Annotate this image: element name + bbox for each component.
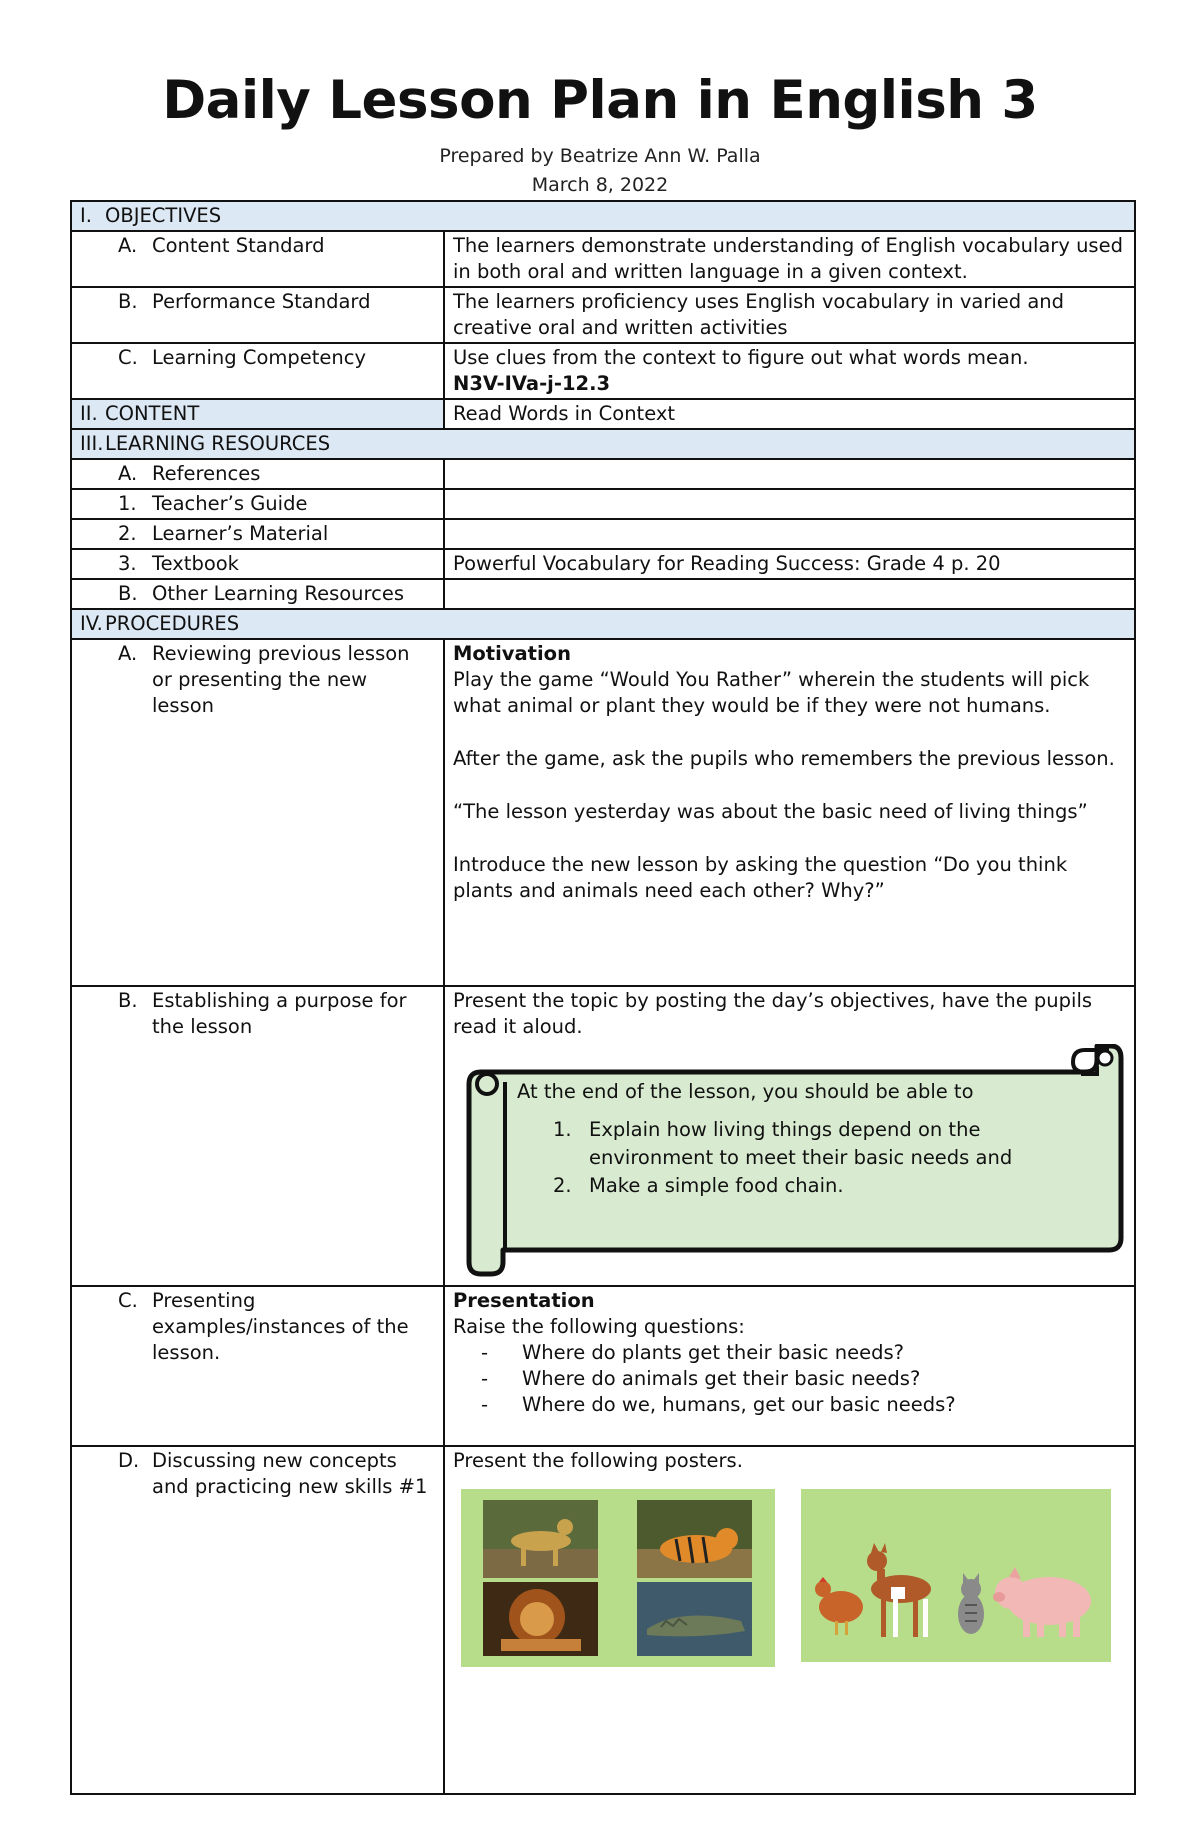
paragraph: Present the topic by posting the day’s objectives, have the pupils read it aloud. bbox=[453, 989, 1093, 1038]
row-value: Use clues from the context to figure out what words mean. bbox=[453, 346, 1029, 369]
row-label: Discussing new concepts and practicing new skills #1 bbox=[152, 1449, 428, 1498]
section-title: PROCEDURES bbox=[105, 612, 240, 635]
section-marker: III. bbox=[80, 432, 104, 455]
row-label: Performance Standard bbox=[152, 290, 371, 313]
paragraph: Raise the following questions: bbox=[453, 1315, 745, 1338]
section-procedures bbox=[71, 609, 1135, 639]
section-objectives bbox=[71, 201, 1135, 231]
lion-photo bbox=[483, 1582, 598, 1656]
list-bullet: - bbox=[481, 1393, 489, 1416]
row-procedure-c bbox=[71, 1286, 1135, 1446]
motivation-heading: Motivation bbox=[453, 642, 571, 665]
content-value: Read Words in Context bbox=[444, 399, 1135, 429]
competency-code: N3V-IVa-j-12.3 bbox=[453, 372, 611, 395]
section-title: LEARNING RESOURCES bbox=[105, 432, 331, 455]
section-marker: I. bbox=[80, 204, 92, 227]
row-marker: 1. bbox=[118, 492, 137, 515]
lesson-plan-table bbox=[70, 200, 1136, 1795]
scroll-intro: At the end of the lesson, you should be able to bbox=[517, 1080, 974, 1103]
row-marker: 2. bbox=[118, 522, 137, 545]
row-label: Reviewing previous lesson or presenting the new lesson bbox=[152, 642, 410, 717]
list-text: Where do animals get their basic needs? bbox=[522, 1367, 921, 1390]
paragraph: After the game, ask the pupils who remembers the previous lesson. bbox=[453, 747, 1115, 770]
presentation-heading: Presentation bbox=[453, 1289, 595, 1312]
row-label: Learner’s Material bbox=[152, 522, 329, 545]
row-marker: D. bbox=[118, 1449, 140, 1472]
list-bullet: - bbox=[481, 1341, 489, 1364]
row-marker: C. bbox=[118, 1289, 138, 1312]
list-bullet: - bbox=[481, 1367, 489, 1390]
section-marker: II. bbox=[80, 402, 98, 425]
list-text: Make a simple food chain. bbox=[589, 1174, 844, 1197]
row-marker: C. bbox=[118, 346, 138, 369]
page-title: Daily Lesson Plan in English 3 bbox=[162, 70, 1038, 131]
row-label: Textbook bbox=[152, 552, 239, 575]
row-value: Powerful Vocabulary for Reading Success: Grade 4 p. 20 bbox=[444, 549, 1135, 579]
row-procedure-b bbox=[71, 986, 1135, 1286]
list-number: 1. bbox=[553, 1118, 572, 1141]
domestic-animals-poster bbox=[801, 1489, 1111, 1662]
row-procedure-d bbox=[71, 1446, 1135, 1794]
section-marker: IV. bbox=[80, 612, 103, 635]
row-teachers-guide bbox=[71, 489, 1135, 519]
row-textbook bbox=[71, 549, 1135, 579]
section-title: CONTENT bbox=[105, 402, 200, 425]
row-learners-material bbox=[71, 519, 1135, 549]
tiger-photo bbox=[637, 1500, 752, 1578]
cheetah-photo bbox=[483, 1500, 598, 1578]
row-marker: B. bbox=[118, 989, 138, 1012]
question-list bbox=[453, 1340, 1124, 1418]
list-item bbox=[481, 1392, 1124, 1418]
list-item bbox=[553, 1116, 1077, 1172]
row-value: The learners demonstrate understanding of English vocabulary used in both oral and written language in a given context. bbox=[444, 231, 1135, 287]
section-title: OBJECTIVES bbox=[105, 204, 222, 227]
row-label: References bbox=[152, 462, 261, 485]
row-marker: 3. bbox=[118, 552, 137, 575]
paragraph: “The lesson yesterday was about the basic need of living things” bbox=[453, 800, 1088, 823]
row-marker: A. bbox=[118, 234, 138, 257]
row-references bbox=[71, 459, 1135, 489]
row-label: Learning Competency bbox=[152, 346, 367, 369]
row-label: Content Standard bbox=[152, 234, 325, 257]
row-label: Establishing a purpose for the lesson bbox=[152, 989, 407, 1038]
row-other-resources bbox=[71, 579, 1135, 609]
section-content bbox=[71, 399, 1135, 429]
list-item bbox=[553, 1172, 1077, 1200]
row-procedure-a bbox=[71, 639, 1135, 986]
row-marker: A. bbox=[118, 642, 138, 665]
list-text: Explain how living things depend on the environment to meet their basic needs and bbox=[589, 1118, 1013, 1169]
wild-animals-poster bbox=[461, 1489, 775, 1667]
row-marker: B. bbox=[118, 290, 138, 313]
section-learning-resources bbox=[71, 429, 1135, 459]
objectives-scroll-banner bbox=[453, 1044, 1124, 1284]
list-text: Where do we, humans, get our basic needs? bbox=[522, 1393, 956, 1416]
row-label: Other Learning Resources bbox=[152, 582, 405, 605]
row-content-standard bbox=[71, 231, 1135, 287]
paragraph: Present the following posters. bbox=[453, 1449, 743, 1472]
author-line: Prepared by Beatrize Ann W. Palla bbox=[439, 145, 761, 167]
row-label: Teacher’s Guide bbox=[152, 492, 308, 515]
list-item bbox=[481, 1366, 1124, 1392]
row-value: The learners proficiency uses English vocabulary in varied and creative oral and written activities bbox=[444, 287, 1135, 343]
posters bbox=[453, 1474, 1124, 1784]
row-marker: A. bbox=[118, 462, 138, 485]
row-label: Presenting examples/instances of the lesson. bbox=[152, 1289, 409, 1364]
row-learning-competency bbox=[71, 343, 1135, 399]
row-marker: B. bbox=[118, 582, 138, 605]
paragraph: Play the game “Would You Rather” wherein the students will pick what animal or plant they would be if they were not humans. bbox=[453, 668, 1090, 717]
paragraph: Introduce the new lesson by asking the question “Do you think plants and animals need each other? Why?” bbox=[453, 853, 1068, 902]
row-performance-standard bbox=[71, 287, 1135, 343]
crocodile-photo bbox=[637, 1582, 752, 1656]
list-text: Where do plants get their basic needs? bbox=[522, 1341, 904, 1364]
list-number: 2. bbox=[553, 1174, 572, 1197]
date-line: March 8, 2022 bbox=[531, 174, 669, 196]
list-item bbox=[481, 1340, 1124, 1366]
